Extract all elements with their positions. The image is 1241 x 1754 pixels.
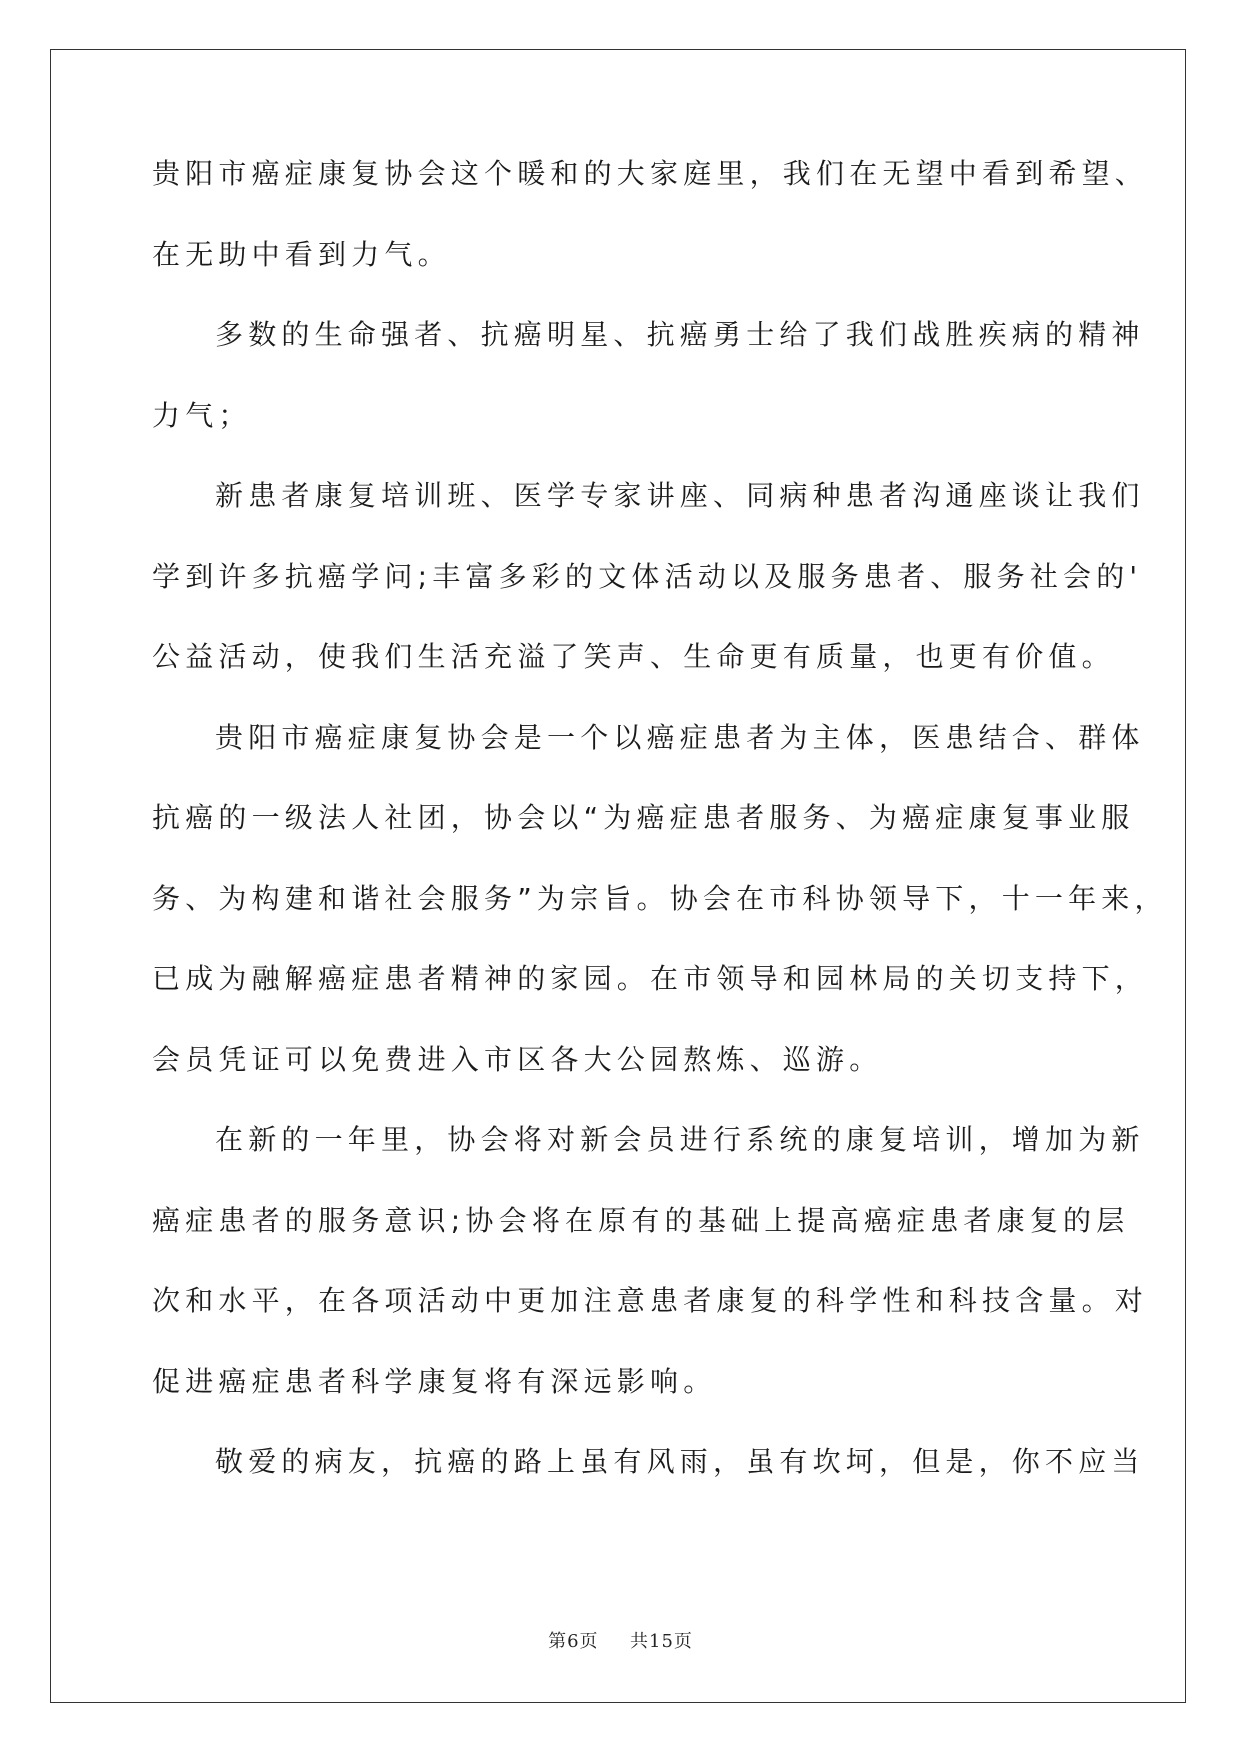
text-line: 贵阳市癌症康复协会这个暖和的大家庭里，我们在无望中看到希望、: [152, 157, 1149, 190]
text-line: 次和水平，在各项活动中更加注意患者康复的科学性和科技含量。对: [152, 1284, 1149, 1317]
text-line: 新患者康复培训班、医学专家讲座、同病种患者沟通座谈让我们: [215, 479, 1145, 512]
text-line: 已成为融解癌症患者精神的家园。在市领导和园林局的关切支持下，: [152, 962, 1149, 995]
page-number: 第6页: [548, 1631, 599, 1652]
page-total: 共15页: [630, 1631, 693, 1652]
text-line: 在无助中看到力气。: [152, 237, 451, 271]
text-line: 在新的一年里，协会将对新会员进行系统的康复培训，增加为新: [215, 1123, 1145, 1156]
text-line: 会员凭证可以免费进入市区各大公园熬炼、巡游。: [152, 1042, 883, 1076]
text-line: 务、为构建和谐社会服务”为宗旨。协会在市科协领导下，十一年来，: [152, 881, 1168, 915]
text-line: 敬爱的病友，抗癌的路上虽有风雨，虽有坎坷，但是，你不应当: [215, 1445, 1145, 1478]
document-body: [152, 157, 1168, 1528]
page-footer: [0, 1627, 1241, 1653]
text-line: 公益活动，使我们生活充溢了笑声、生命更有质量，也更有价值。: [152, 640, 1115, 673]
text-line: 力气；: [152, 398, 252, 432]
text-line: 多数的生命强者、抗癌明星、抗癌勇士给了我们战胜疾病的精神: [215, 318, 1145, 351]
text-line: 学到许多抗癌学问;丰富多彩的文体活动以及服务患者、服务社会的': [152, 559, 1143, 593]
text-line: 促进癌症患者科学康复将有深远影响。: [152, 1364, 717, 1398]
text-line: 贵阳市癌症康复协会是一个以癌症患者为主体，医患结合、群体: [215, 720, 1145, 754]
text-line: 抗癌的一级法人社团，协会以“为癌症患者服务、为癌症康复事业服: [152, 801, 1135, 834]
text-line: 癌症患者的服务意识;协会将在原有的基础上提高癌症患者康复的层: [152, 1203, 1130, 1237]
